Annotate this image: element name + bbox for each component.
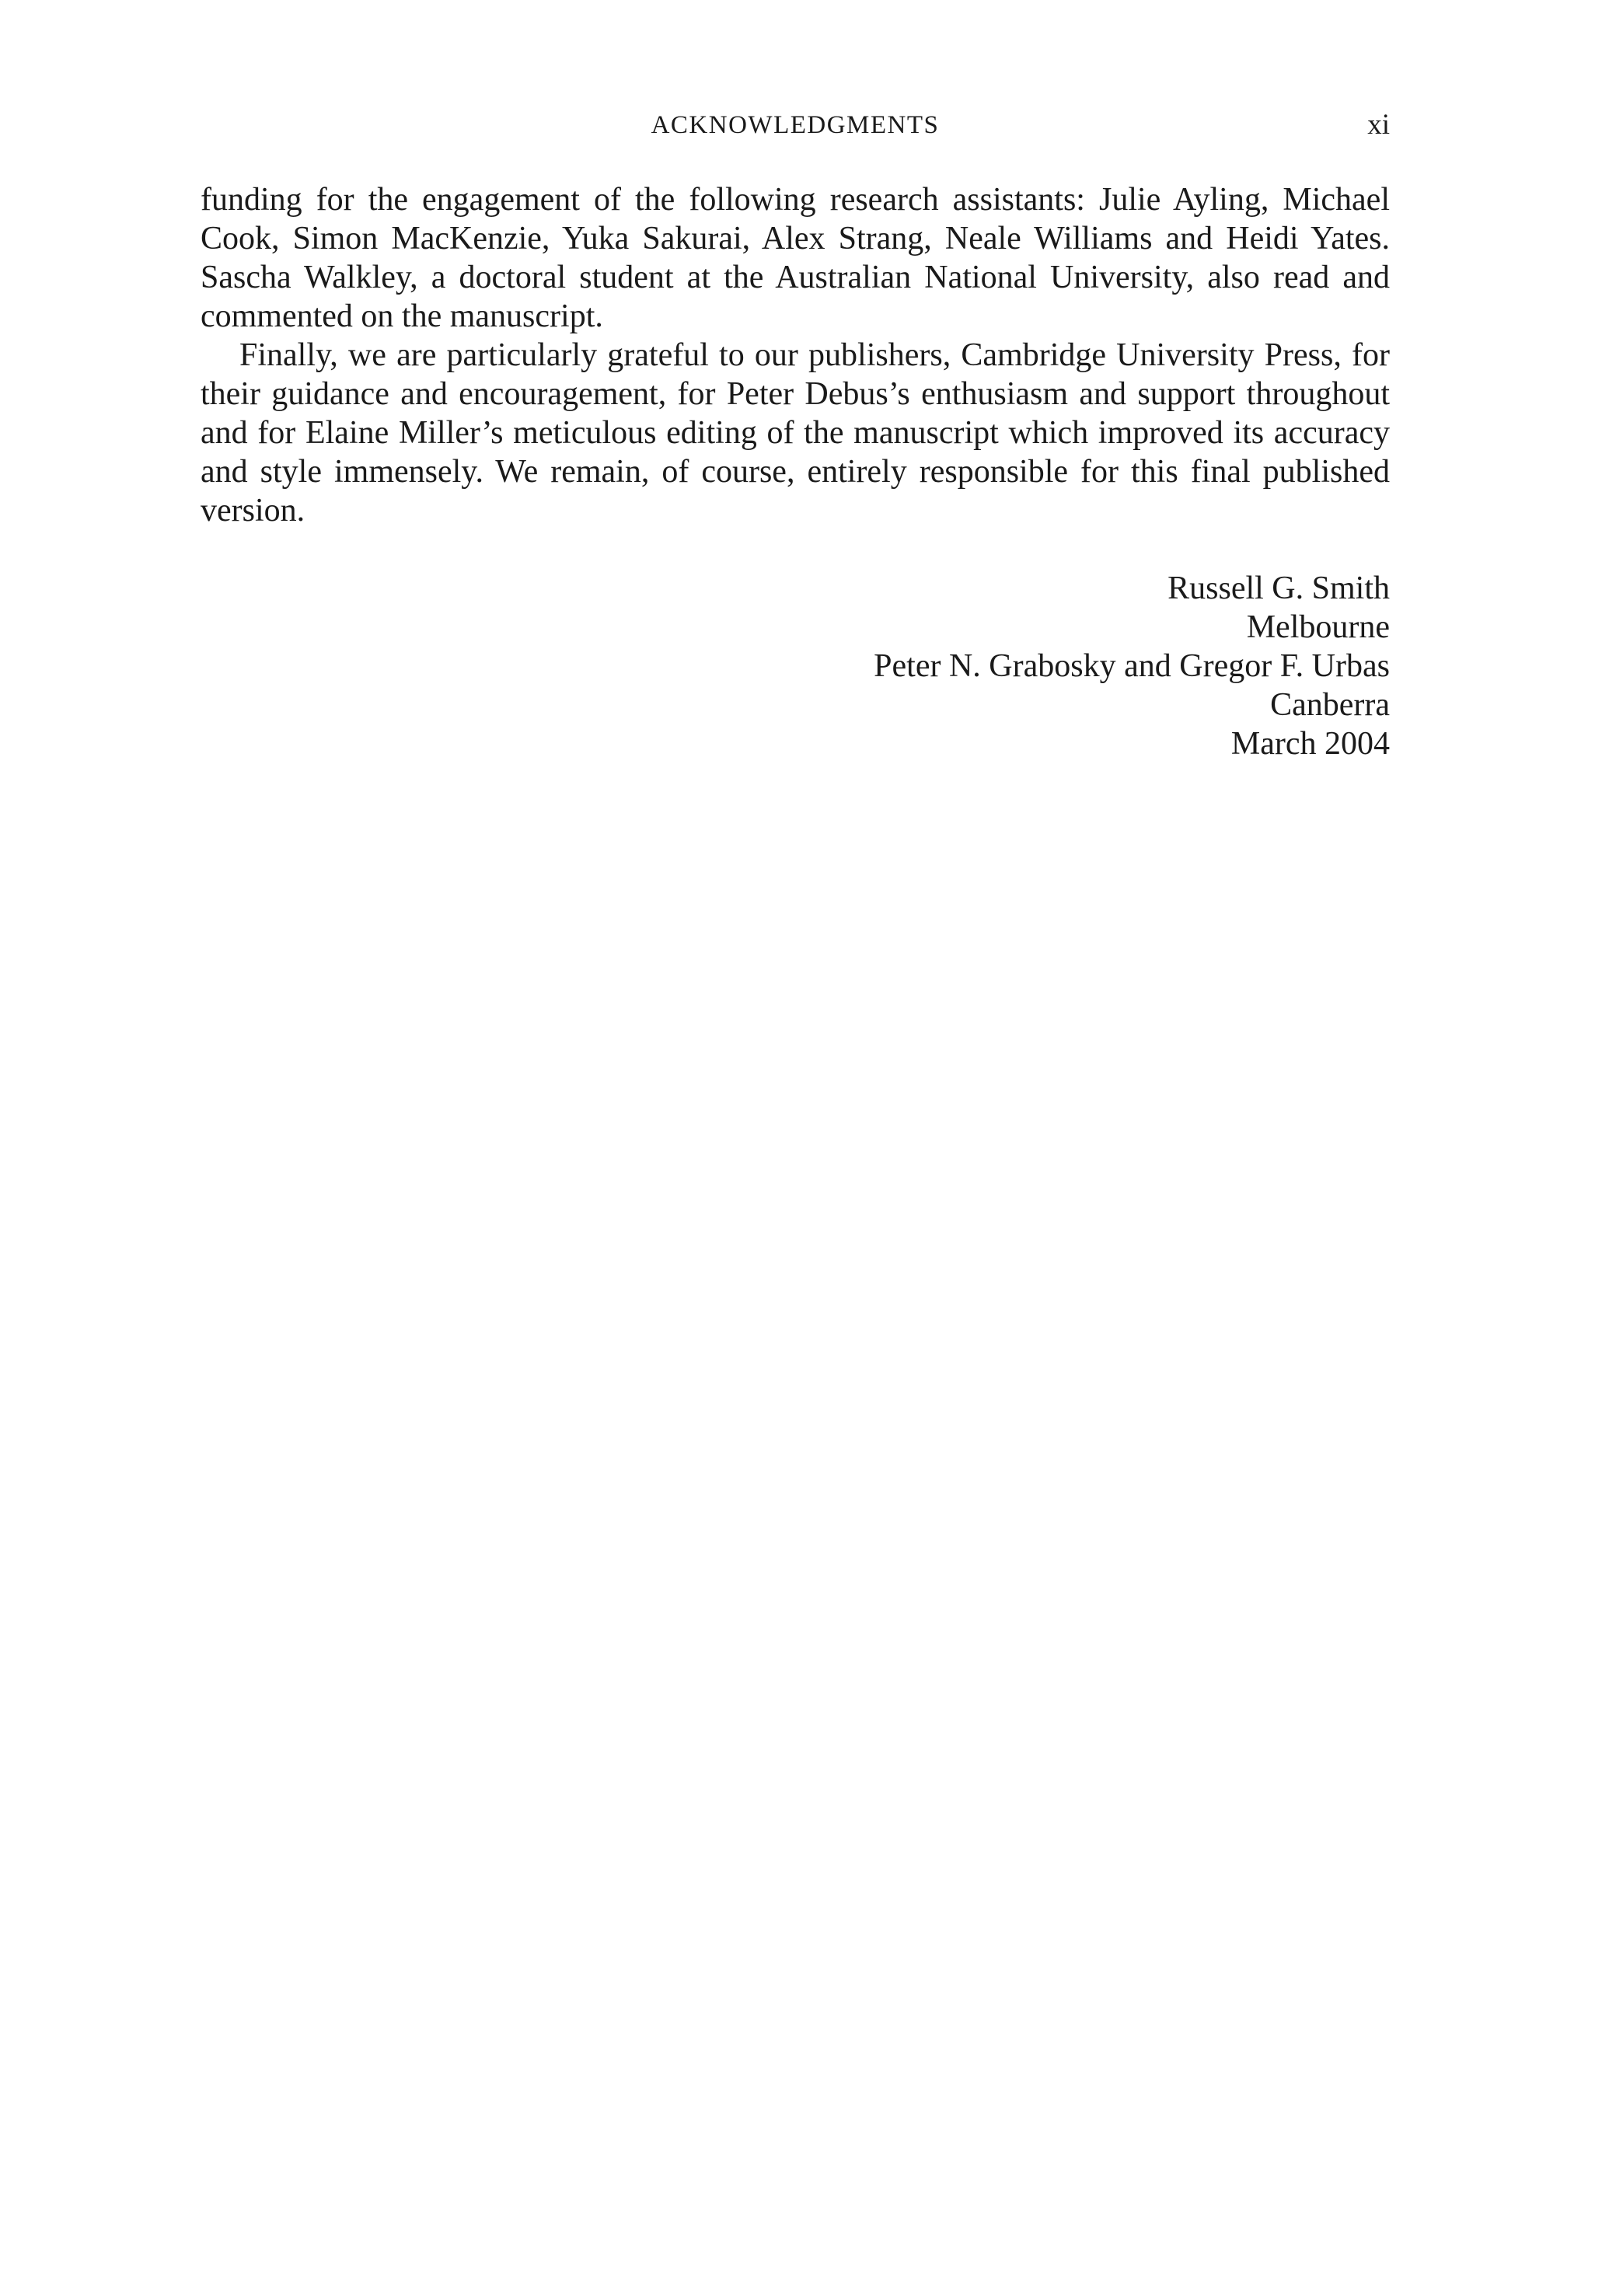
paragraph-publishers: Finally, we are particularly grateful to our publishers, Cambridge University Press, for their guidance and encouragement, for Peter Debus’s enthusiasm and support throughout and for Elaine Miller’s meticulous editing of the manuscript which improved its accuracy and style immensely. We remain, of course, entirely responsible for this final published version.: [201, 337, 1390, 529]
signature-authors-grabosky-urbas: Peter N. Grabosky and Gregor F. Urbas: [874, 648, 1390, 684]
running-title: ACKNOWLEDGMENTS: [651, 111, 940, 139]
signature-place-melbourne: Melbourne: [1246, 609, 1390, 645]
signature-author-smith: Russell G. Smith: [1167, 571, 1390, 606]
signature-place-canberra: Canberra: [1270, 687, 1390, 723]
body-text: [201, 180, 1390, 530]
paragraph-research-assistants: funding for the engagement of the following research assistants: Julie Ayling, Michael Cook, Simon MacKenzie, Yuka Sakurai, Alex Strang, Neale Williams and Heidi Yates. Sascha Walkley, a doctoral student at the Australian National University, also read and commented on the manuscript.: [201, 182, 1390, 334]
page-number: xi: [1367, 109, 1390, 141]
signature-date: March 2004: [1230, 726, 1390, 762]
signature-block: [201, 569, 1390, 763]
running-head: [201, 106, 1390, 145]
